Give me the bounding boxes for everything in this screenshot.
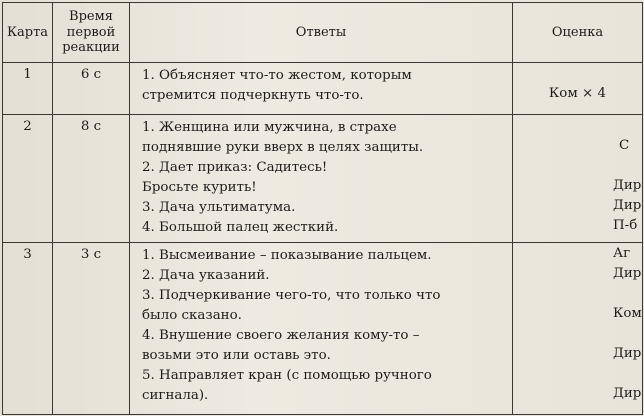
grade-cell — [513, 243, 643, 415]
answer-line: сигнала). — [142, 388, 209, 403]
table-row-2 — [3, 115, 643, 243]
answer-line: 4. Большой палец жесткий. — [142, 220, 339, 235]
responses-table — [2, 2, 643, 415]
answers-cell — [130, 243, 513, 415]
answer-line: поднявшие руки вверх в целях защиты. — [142, 140, 424, 155]
header-row — [3, 3, 643, 63]
grade-line: С — [619, 138, 630, 153]
grade-line: Ком — [613, 306, 642, 321]
card-number: 3 — [3, 243, 53, 415]
answer-line: 3. Дача ультиматума. — [142, 200, 296, 215]
grade-line: Аг — [613, 246, 631, 261]
grade-cell — [513, 115, 643, 243]
table-row-3 — [3, 243, 643, 415]
answers-cell — [130, 63, 513, 115]
card-number: 1 — [3, 63, 53, 115]
answer-line: 4. Внушение своего желания кому-то – — [142, 328, 420, 343]
answer-line: 2. Дает приказ: Садитесь! — [142, 160, 328, 175]
answer-line: было сказано. — [142, 308, 242, 323]
header-grade: Оценка — [513, 3, 643, 63]
grade-cell — [513, 63, 643, 115]
reaction-time: 3 с — [53, 243, 130, 415]
reaction-time: 8 с — [53, 115, 130, 243]
table-row-1 — [3, 63, 643, 115]
answer-line: 3. Подчеркивание чего-то, что только что — [142, 288, 441, 303]
grade-line — [513, 158, 642, 178]
answer-line: стремится подчеркнуть что-то. — [142, 88, 364, 103]
card-number: 2 — [3, 115, 53, 243]
grade-line — [513, 326, 642, 346]
grade-line — [513, 118, 642, 138]
grade-line: П-б — [613, 218, 638, 233]
grade-line: Дир — [613, 346, 642, 361]
grade-line: Дир — [613, 178, 642, 193]
grade-line: Дир — [613, 386, 642, 401]
header-answers: Ответы — [130, 3, 513, 63]
grade-line: Дир — [613, 198, 642, 213]
header-card: Карта — [3, 3, 53, 63]
answer-line: 5. Направляет кран (с помощью ручного — [142, 368, 432, 383]
reaction-time: 6 с — [53, 63, 130, 115]
answers-cell — [130, 115, 513, 243]
header-time: Время первой реакции — [53, 3, 130, 63]
answer-line: 1. Женщина или мужчина, в страхе — [142, 120, 397, 135]
answer-line: 2. Дача указаний. — [142, 268, 270, 283]
answer-line: возьми это или оставь это. — [142, 348, 331, 363]
grade-line — [513, 366, 642, 386]
grade-line — [513, 286, 642, 306]
grade-line: Дир — [613, 266, 642, 281]
answer-line: 1. Объясняет что-то жестом, которым — [142, 68, 412, 83]
answer-line: 1. Высмеивание – показывание пальцем. — [142, 248, 432, 263]
grade-line: Ком × 4 — [548, 86, 606, 101]
answer-line: Бросьте курить! — [142, 180, 257, 195]
grade-line — [513, 66, 642, 86]
